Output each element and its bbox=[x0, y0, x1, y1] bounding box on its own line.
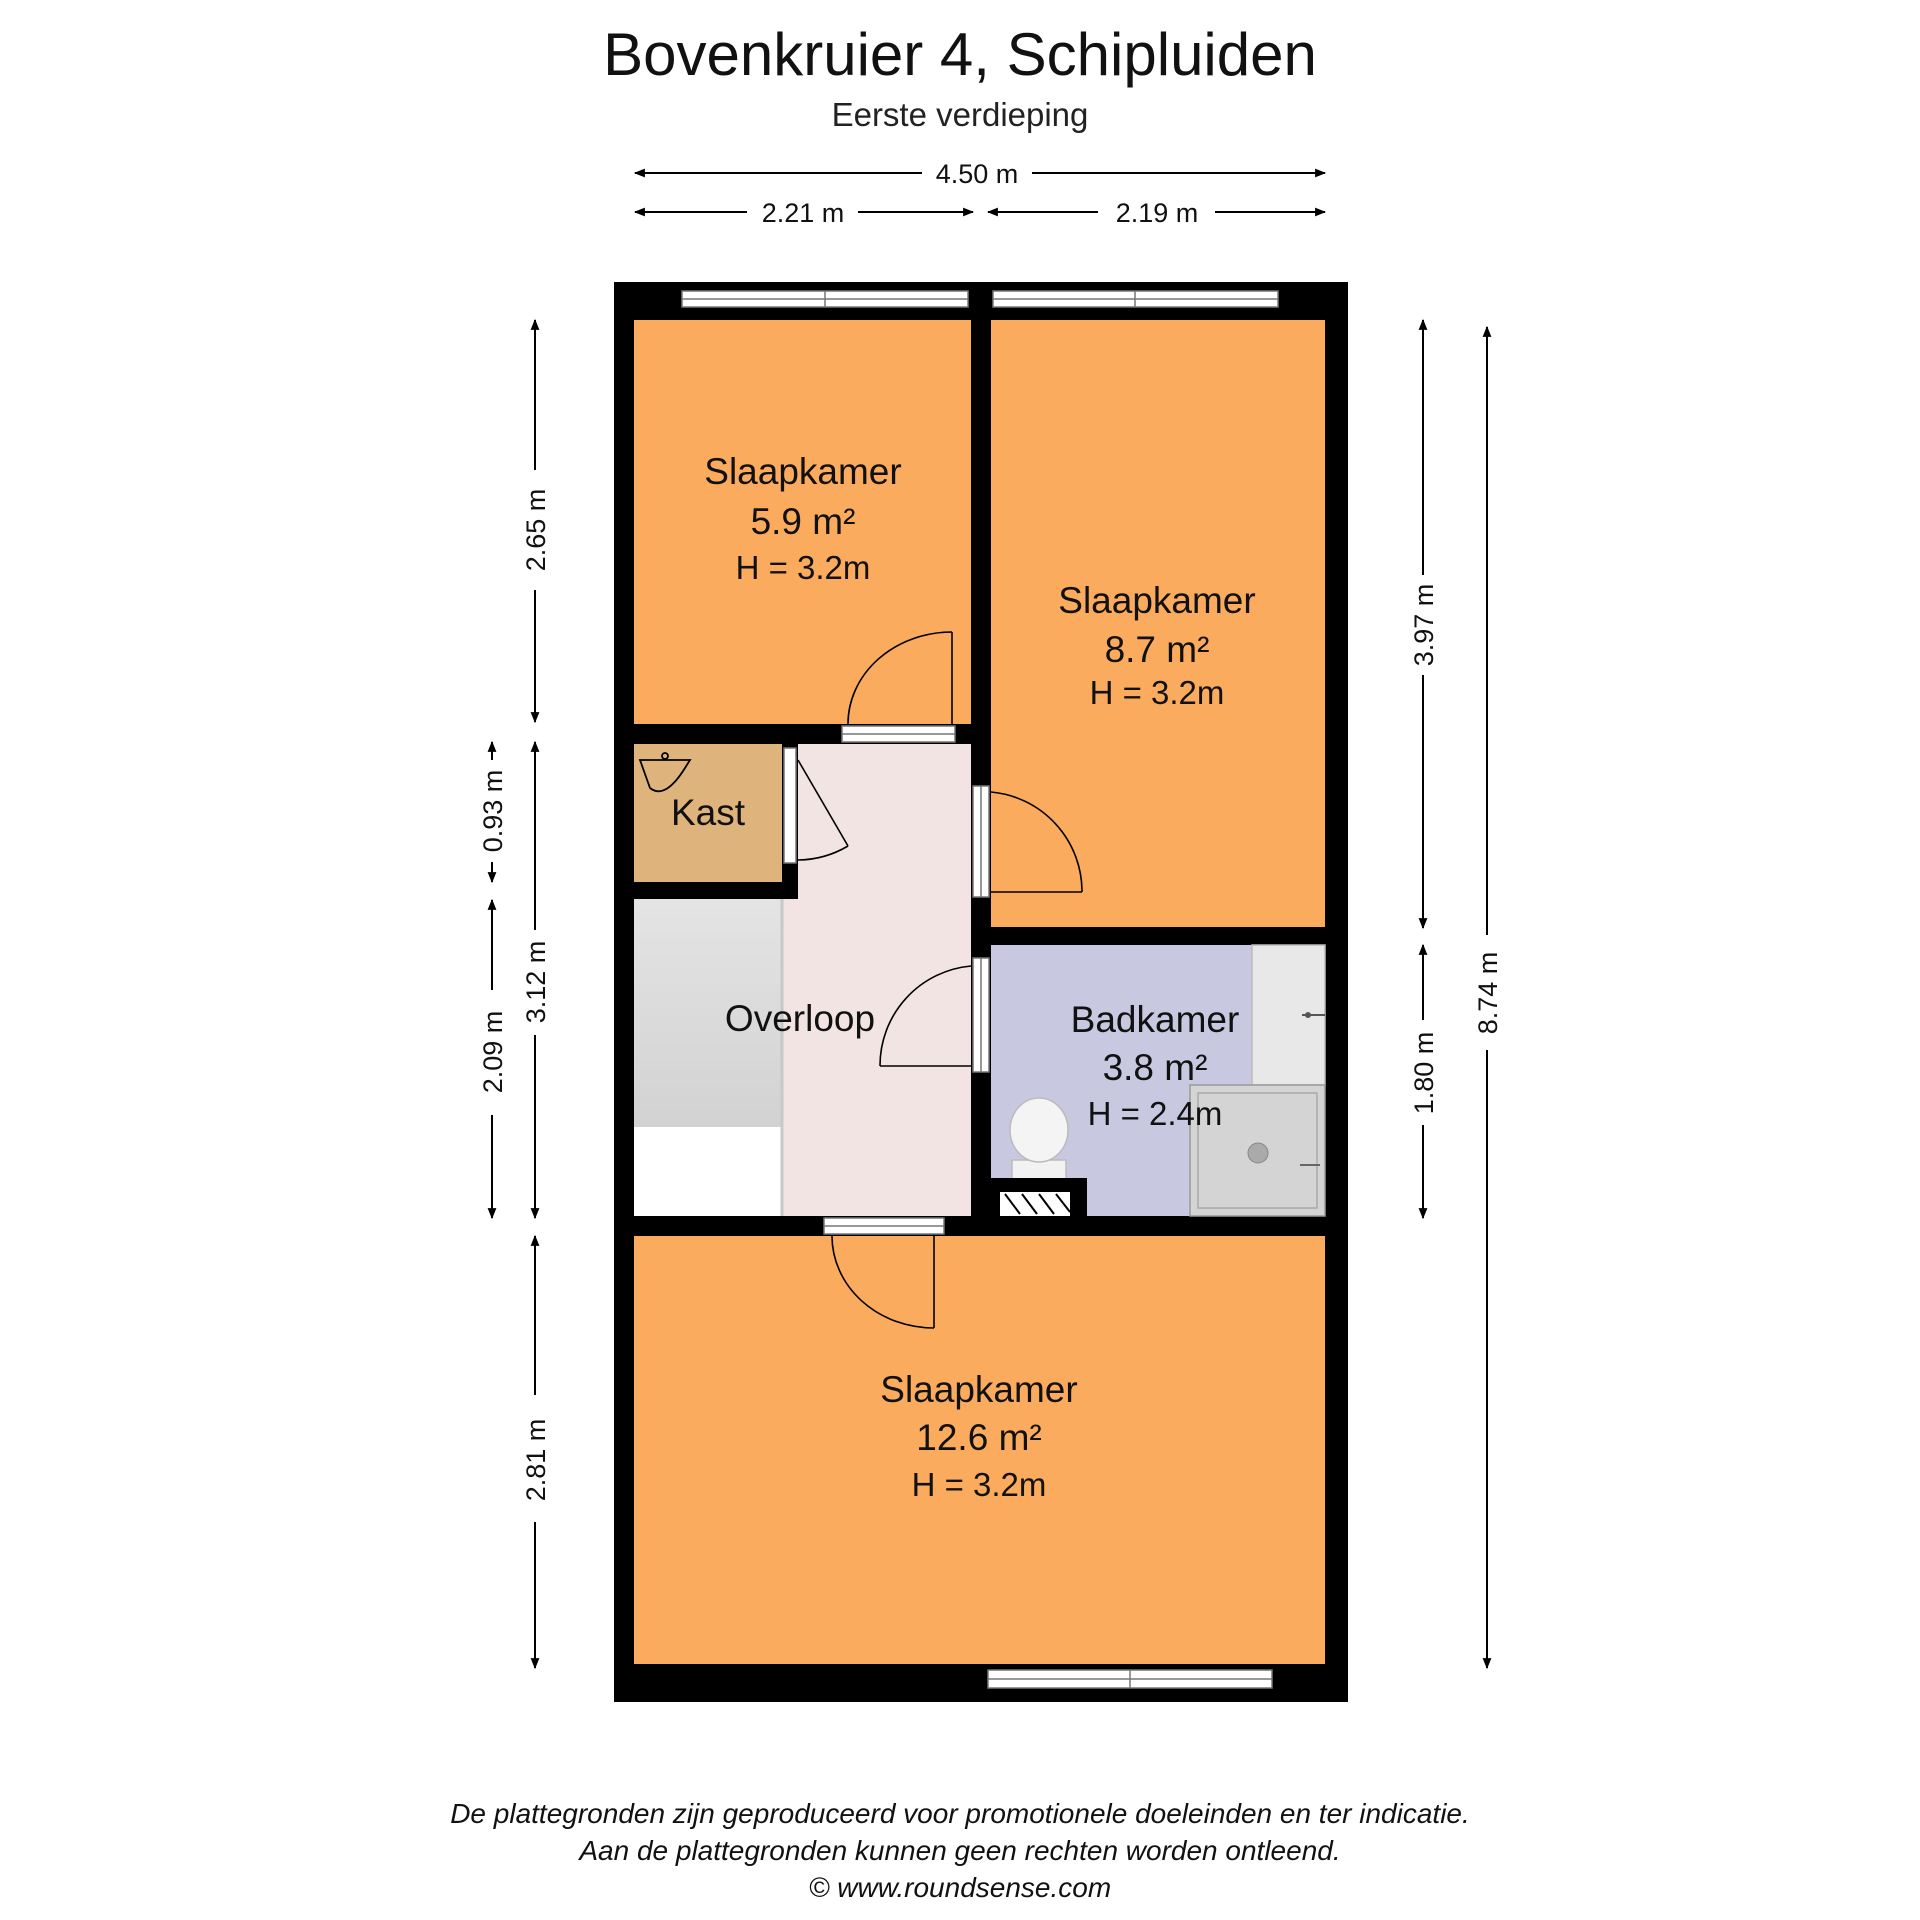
dim-left-stair: 2.09 m bbox=[478, 1010, 508, 1094]
dim-right-bath: 1.80 m bbox=[1409, 1031, 1439, 1115]
label-slaapkamer-3-area: 12.6 m² bbox=[916, 1417, 1042, 1458]
dim-right-width: 2.19 m bbox=[1115, 198, 1199, 228]
copyright-link[interactable]: © www.roundsense.com bbox=[808, 1872, 1112, 1903]
wall-bed2-bottom bbox=[991, 927, 1325, 945]
page-title: Bovenkruier 4, Schipluiden bbox=[603, 21, 1317, 88]
label-slaapkamer-1-height: H = 3.2m bbox=[735, 549, 871, 586]
dim-left-width: 2.21 m bbox=[761, 198, 845, 228]
dim-left-bottom: 2.81 m bbox=[521, 1418, 551, 1502]
dim-left-top: 2.65 m bbox=[521, 488, 551, 572]
label-kast: Kast bbox=[670, 792, 746, 833]
disclaimer bbox=[0, 1795, 1920, 1906]
stair-lower bbox=[634, 1127, 782, 1216]
label-badkamer-height: H = 2.4m bbox=[1087, 1095, 1223, 1132]
wall-center-vertical bbox=[971, 282, 991, 1216]
floor-subtitle: Eerste verdieping bbox=[831, 96, 1089, 133]
kast-bottom-wall bbox=[634, 882, 798, 899]
label-slaapkamer-3-height: H = 3.2m bbox=[911, 1466, 1047, 1503]
disclaimer-line-2: Aan de plattegronden kunnen geen rechten worden ontleend. bbox=[579, 1835, 1341, 1866]
dim-right-total: 8.74 m bbox=[1473, 951, 1503, 1035]
disclaimer-line-1: De plattegronden zijn geproduceerd voor promotionele doeleinden en ter indicatie. bbox=[450, 1798, 1470, 1829]
label-slaapkamer-1-name: Slaapkamer bbox=[704, 451, 902, 492]
label-slaapkamer-2-height: H = 3.2m bbox=[1089, 674, 1225, 711]
room-slaapkamer-2 bbox=[991, 320, 1325, 927]
duct bbox=[991, 1178, 1087, 1216]
label-badkamer-name: Badkamer bbox=[1070, 999, 1240, 1040]
label-slaapkamer-3-name: Slaapkamer bbox=[880, 1369, 1078, 1410]
label-badkamer-area: 3.8 m² bbox=[1102, 1047, 1208, 1088]
dim-right-upper: 3.97 m bbox=[1409, 583, 1439, 667]
label-slaapkamer-2-area: 8.7 m² bbox=[1104, 629, 1210, 670]
label-slaapkamer-2-name: Slaapkamer bbox=[1058, 580, 1256, 621]
wall-bath-bottom bbox=[634, 1216, 1325, 1236]
label-slaapkamer-1-area: 5.9 m² bbox=[750, 501, 856, 542]
dim-left-kast: 0.93 m bbox=[478, 769, 508, 853]
label-overloop: Overloop bbox=[724, 998, 876, 1039]
dim-left-overloop: 3.12 m bbox=[521, 940, 551, 1024]
dim-total-width: 4.50 m bbox=[935, 159, 1019, 189]
